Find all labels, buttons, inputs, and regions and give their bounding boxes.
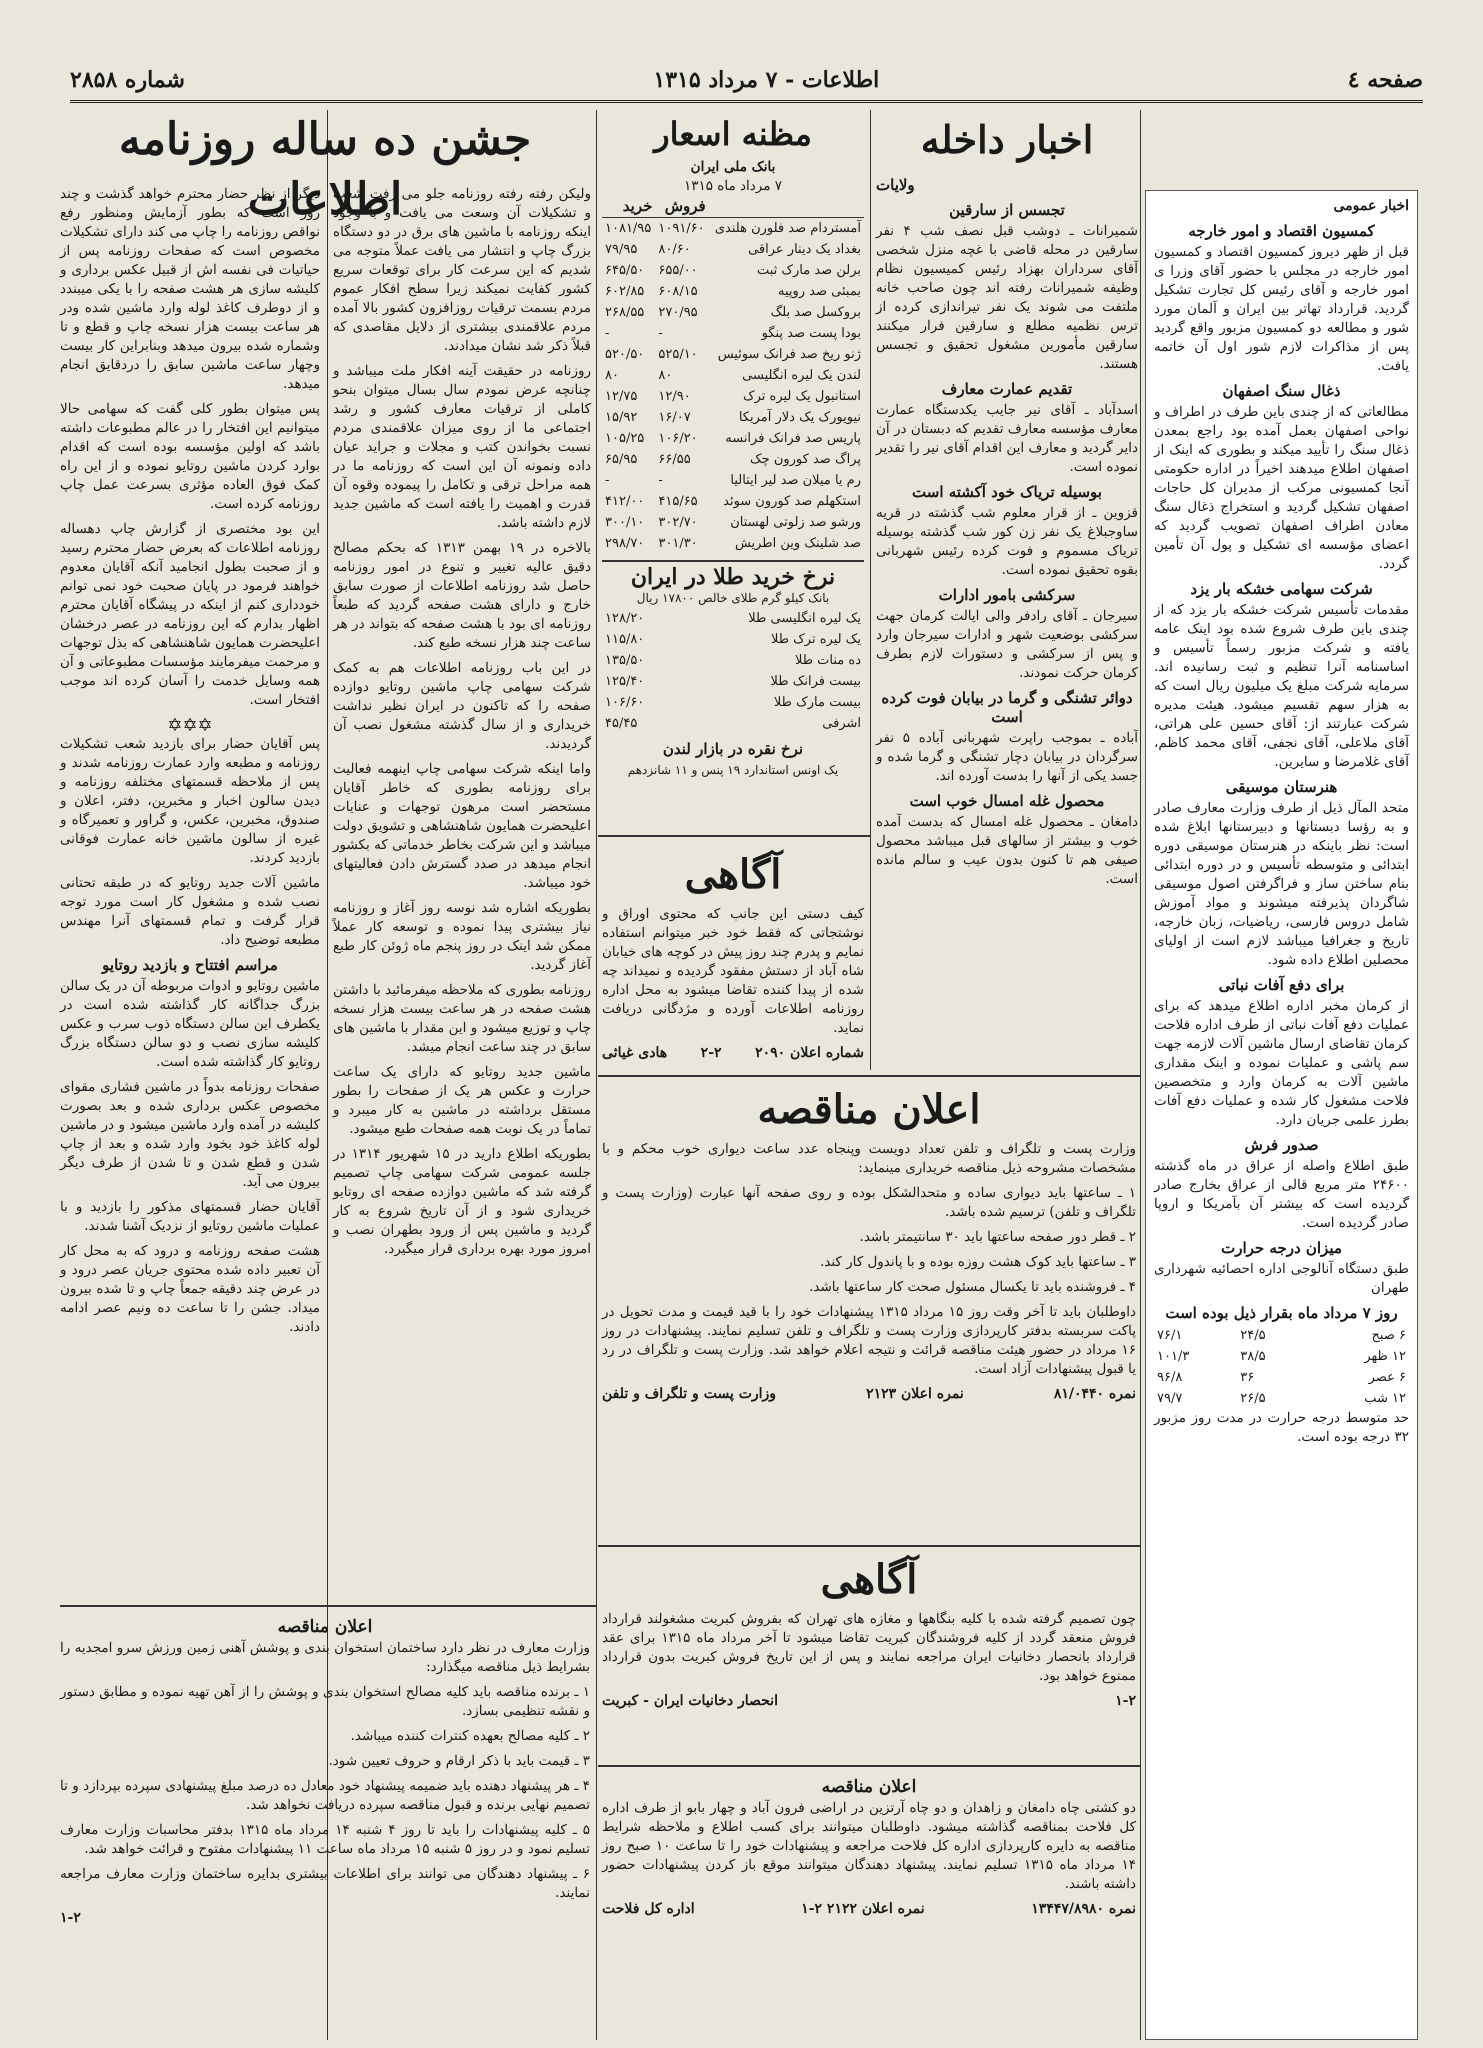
news-heading: محصول غله امسال خوب است: [909, 792, 1105, 810]
news-body: سیرجان ـ آقای رادفر والی ایالت کرمان جهت سرکشی بوضعیت شهر و ادارات سیرجان وارد و پس از سرکشی و دستورات لازم بطرف کرمان حرکت نمودند.: [876, 608, 1138, 681]
notice-signature: انحصار دخانیات ایران - کبریت: [602, 1693, 778, 1709]
currency-name: بروکسل صد بلگ: [770, 305, 861, 320]
gold-name: یک لیره انگلیسی طلا: [748, 611, 861, 626]
section-divider: [598, 1545, 1140, 1547]
currency-row: [602, 449, 864, 470]
gold-value: ۱۱۵/۸۰: [605, 632, 645, 647]
side-body: از کرمان مخبر اداره اطلاع میدهد که برای عملیات دفع آفات نباتی از طرف اداره فلاحت کرمان تقاضای ارسال ماشین آلات لازمه جهت سم پاشی و عملیات نموده و اینک مقداری ماشین آلات به کرمان وارد و متخصصین فلاحت مشغول کار شده و عملیات دفع آفات بطرز علمی جریان دارد.: [1154, 998, 1409, 1128]
gold-row: [602, 671, 864, 692]
paragraph: پس میتوان بطور کلی گفت که سهامی حالا میتوانیم این افتخار را در عالم مطبوعات داشته باشد که اولین مؤسسه بوده است که اقدام بوارد کردن ماشین روتایو نموده و از این راه کمک فوق العاده مؤثری بسرعت عمل چاپ روزنامه کرده است.: [60, 401, 320, 512]
currency-name: صد شلینک وین اطریش: [734, 536, 861, 551]
tender-title: اعلان مناقصه: [757, 1086, 981, 1133]
col-sell: فروش: [655, 196, 708, 218]
currency-row: [602, 281, 864, 302]
news-body: قزوین ـ از قرار معلوم شب گذشته در قریه ساوجبلاغ یک نفر زن کور شب گذشته بوسیله تریاک مسموم و فوت کرده رئیس شهربانی بقوه تحقیق نموده است.: [876, 505, 1138, 578]
currency-row: [602, 302, 864, 323]
temp-f: ۷۹/۷: [1157, 1391, 1183, 1406]
currency-sell: -: [658, 473, 663, 488]
currency-sell: ۱۲/۹۰: [658, 389, 691, 404]
paragraph: دو کشتی چاه دامغان و زاهدان و دو چاه آرتزین در اراضی فرون آباد و چهار بابو از طرف اداره کل فلاحت بمناقصه گذاشته میشود. داوطلبان میتوانند برای کسب اطلاع و ملاحظه شرایط مناقصه به دایره کارپردازی اداره کل فلاحت مراجعه و پیشنهادات خود را تا ساعت ۱۰ صبح روز ۱۴ مرداد ماه ۱۳۱۵ تسلیم نمایند. پیشنهاد دهندگان میتوانند موقع باز کردن پیشنهادات حضور داشته باشند.: [602, 1800, 1136, 1892]
currency-row: [602, 218, 864, 240]
notice-footer-mid: ۲-۲: [700, 1045, 722, 1061]
gold-name: بیست مارک طلا: [773, 695, 861, 710]
notice-footer-number: شماره اعلان ۲۰۹۰: [755, 1045, 864, 1061]
currency-sell: -: [658, 326, 663, 341]
paragraph: وزارت معارف در نظر دارد ساختمان استخوان بندی و پوشش آهنی زمین ورزش سرو امجدیه را بشرایط ذیل مناقصه میگذارد:: [60, 1640, 590, 1675]
currency-sell: ۱۰۶/۲۰: [658, 431, 698, 446]
news-heading: سرکشی بامور ادارات: [938, 586, 1076, 604]
currency-buy: -: [605, 326, 610, 341]
temp-hour: ۶ عصر: [1368, 1370, 1406, 1385]
currency-row: [602, 344, 864, 365]
column-divider: [1140, 110, 1141, 2040]
notice-footer: ۱-۲: [60, 1910, 81, 1926]
paragraph: روزنامه بطوری که ملاحظه میفرمائید با داشتن هشت صفحه در هر ساعت بیست هزار نسخه چاپ و توزیع میشود و این مقدار با ماشین های سابق در چند ساعت انجام میشد.: [333, 982, 591, 1055]
side-heading: میزان درجه حرارت: [1221, 1239, 1342, 1257]
notice-signature: هادی غیاثی: [602, 1045, 668, 1061]
notice-title: آگاهی: [684, 851, 782, 898]
paragraph: ماشین آلات جدید روتایو که در طبقه تحتانی نصب شده و مشغول کار است مورد توجه قرار گرفت و تمام قسمتهای آنرا مهندس مطبعه توضیح داد.: [60, 875, 320, 948]
news-body: دامغان ـ محصول غله امسال که بدست آمده خوب و بیشتر از سالهای قبل میباشد محصول صیفی هم تا کنون بدون عیب و سالم مانده است.: [876, 814, 1138, 887]
currency-buy: ۲۹۸/۷۰: [605, 536, 645, 551]
currency-sell: ۲۷۰/۹۵: [658, 305, 698, 320]
side-heading: کمسیون اقتصاد و امور خارجه: [1188, 222, 1375, 240]
paragraph: ۴ ـ هر پیشنهاد دهنده باید ضمیمه پیشنهاد خود معادل ده درصد مبلغ پیشنهادی سپرده بپردازد و تا تصمیم نهایی برنده و قبول مناقصه سپرده دریافت نخواهد شد.: [60, 1778, 590, 1813]
issue-number: شماره ۲۸۵۸: [70, 67, 185, 93]
currency-buy: ۴۱۲/۰۰: [605, 494, 645, 509]
currency-sell: ۳۰۲/۷۰: [658, 515, 698, 530]
news-heading: بوسیله تریاک خود آکشته است: [912, 483, 1102, 501]
paragraph: وزارت پست و تلگراف و تلفن تعداد دویست وپنجاه عدد ساعت دیواری خوب محکم و با مشخصات مشروحه ذیل مناقصه خریداری مینماید:: [602, 1141, 1136, 1176]
paragraph: چون تصمیم گرفته شده با کلیه بنگاهها و مغازه های تهران که بفروش کبریت مشغولند قرارداد فروش منعقد گردد از کلیه فروشندگان کبریت تقاضا میشود تا آخر مرداد ماه ۱۳۱۵ برای عقد قرارداد بانحصار دخانیات ایران مراجعه نمایند و پس از این تاریخ فروش کبریت بدون قرارداد ممنوع خواهد بود.: [602, 1611, 1136, 1684]
currency-buy: ۶۰۲/۸۵: [605, 284, 645, 299]
left-article-title-box: [60, 110, 590, 225]
masthead-date: اطلاعات - ٧ مرداد ۱۳۱۵: [653, 67, 880, 93]
paragraph: ۱ ـ ساعتها باید دیواری ساده و متحدالشکل بوده و روی صفحه آنها عبارت (وزارت پست و تلگراف و تلفن) ترسیم شده باشد.: [602, 1185, 1136, 1220]
news-heading: تقدیم عمارت معارف: [941, 380, 1073, 398]
temp-row: [1154, 1367, 1409, 1388]
gold-table: [602, 608, 864, 734]
paragraph: ۱ ـ برنده مناقصه باید کلیه مصالح استخوان بندی و پوشش را از آهن تهیه نموده و مطابق دستور و نقشه تنظیمی بسازد.: [60, 1684, 590, 1719]
temp-row: [1154, 1346, 1409, 1367]
paragraph: ۲ ـ قطر دور صفحه ساعتها باید ۳۰ سانتیمتر باشد.: [859, 1229, 1136, 1245]
news-heading: تجسس از سارقین: [949, 201, 1065, 219]
notice-footer-number: نمره ۸۱/۰۴۴۰: [1053, 1386, 1136, 1402]
side-body: طبق اطلاع واصله از عراق در ماه گذشته ۲۴۶۰۰ متر مربع قالی از عراق بخارج صادر گردیده است که بیشتر آن بآمریکا و اروپا صادر گردیده است.: [1154, 1158, 1409, 1231]
side-body: مطالعاتی که از چندی باین طرف در اطراف و نواحی اصفهان بعمل آمده بود راجع بمعدن ذغال سنگ را تأیید میکند و بطوری که اینک از اصفهان اطلاع میدهند اخیراً در اداره حکومتی آنجا کمسیونی مرکب از مدیران کل حاجات اصفهان تشکیل گردید و استخراج ذغال سنگ معادن اطراف اصفهان تصویب گردید که اعضای مؤسسه ای تشکیل و پول آن تأمین گردد.: [1154, 404, 1409, 572]
notice-signature: وزارت پست و تلگراف و تلفن: [602, 1386, 777, 1402]
currency-row: [602, 491, 864, 512]
temp-f: ۷۶/۱: [1157, 1328, 1183, 1343]
gold-note: بانک کیلو گرم طلای خالص ۱۷۸۰۰ ریال: [636, 591, 830, 605]
side-heading: شرکت سهامی خشکه بار یزد: [1190, 580, 1373, 598]
paragraph: در این باب روزنامه اطلاعات هم به کمک شرکت سهامی چاپ ماشین روتایو دوازده صفحه را که تاکنون در ایران نظیر نداشت خریداری و از سال گذشته مشغول نصب آن گردیدند.: [333, 660, 591, 752]
temp-row: [1154, 1325, 1409, 1346]
news-body: شمیرانات ـ دوشب قبل نصف شب ۴ نفر سارقین در محله قاضی با غچه منزل شخصی آقای سرداران بهزاد رئیس کمیسیون نظام وظیفه شمیرانات رفته اند چون صاحب خانه ملتفت می شوند یک نفر تیراندازی کرده از ترس نظمیه مطلع و سارقین فرار میکنند سارقین مأمورین مشغول تحقیق و تجسس هستند.: [876, 223, 1138, 372]
tender-title: اعلان مناقصه: [277, 1617, 373, 1637]
temp-c: ۲۴/۵: [1240, 1328, 1266, 1343]
paragraph: صفحات روزنامه بدواً در ماشین فشاری مقوای مخصوص عکس برداری شده و بعد بصورت کلیشه در آمده وارد ماشین میشود و در ماشین لوله کاغذ خود بخود وارد شده و بعد از چاپ شدن و قطع شدن و تا شدن از طرف دیگر بیرون می آید.: [60, 1079, 320, 1190]
currency-row: [602, 323, 864, 344]
paragraph: ۲ ـ کلیه مصالح بعهده کنترات کننده میباشد.: [350, 1728, 590, 1744]
currency-buy: ۱۰۵/۲۵: [605, 431, 645, 446]
news-body: آباده ـ بموجب راپرت شهربانی آباده ۵ نفر سرگردان در بیابان دچار تشنگی و گرما شده و جسد یکی از آنها را بدست آورده اند.: [876, 730, 1138, 784]
tender-notice-agriculture: [602, 1772, 1136, 2032]
currency-row: [602, 512, 864, 533]
star-separator: ✡✡✡: [167, 715, 213, 736]
temp-c: ۲۶/۵: [1240, 1391, 1266, 1406]
notice-agahi-2: [602, 1550, 1136, 1760]
currency-buy: ۶۵/۹۵: [605, 452, 638, 467]
currency-buy: ۱۵/۹۲: [605, 410, 638, 425]
currency-subtitle: بانک ملی ایران: [690, 159, 776, 175]
currency-buy: ۱۲/۷۵: [605, 389, 638, 404]
news-heading: دوائر تشنگی و گرما در بیابان فوت کرده است: [881, 689, 1133, 726]
internal-news-title: اخبار داخله: [920, 117, 1094, 162]
gold-row: [602, 713, 864, 734]
news-body: اسدآباد ـ آقای نیر جایب یکدستگاه عمارت معارف مؤسسه معارف تقدیم که دبستان در آن دایر گردید و معارف این اقدام آقای نیر را تقدیر نموده است.: [876, 402, 1138, 475]
side-heading: صدور فرش: [1244, 1136, 1319, 1154]
paragraph: آقایان حضار قسمتهای مذکور را بازدید و با عملیات ماشین روتایو از نزدیک آشنا شدند.: [60, 1199, 320, 1234]
currency-sell: ۳۰۱/۳۰: [658, 536, 698, 551]
left-article-title: جشن ده ساله روزنامه اطلاعات: [118, 114, 532, 225]
currency-buy: ۵۲۰/۵۰: [605, 347, 645, 362]
currency-row: [602, 260, 864, 281]
notice-signature: اداره کل فلاحت: [602, 1901, 695, 1917]
sub-heading: مراسم افتتاح و بازدید روتایو: [102, 956, 278, 974]
currency-name: آمستردام صد فلورن هلندی: [714, 221, 861, 236]
currency-buy: ۶۴۵/۵۰: [605, 263, 645, 278]
gold-name: یک لیره ترک طلا: [770, 632, 861, 647]
paragraph: بالاخره در ۱۹ بهمن ۱۳۱۳ که بحکم مصالح دقیق عالیه تغییر و تنوع در امور روزنامه حاصل شد روزنامه اطلاعات از صورت سابق خارج و دارای هشت صفحه گردید که طبعاً روزنامه ای بود با هشت صفحه که بتواند در هر ساعت چند هزار نسخه طبع کند.: [333, 540, 591, 651]
paragraph: دیگر از نظر حضار محترم خواهد گذشت و چند روز است که بطور آزمایش ومنظور رفع نواقص روزنامه را چاپ می کند دارای تشکیلات مخصوص است که صفحات روزنامه پس از حیاتیات فی نفسه اش از قبیل عکس برداری و کلیشه سازی هر هشت صفحه را با یکی میبندد و از دوطرف کاغذ لوله وارد ماشین شده ودر هر ساعت بیست هزار نسخه چاپ و قطع و تا وشماره شده بیرون میدهد وبنابراین کار بیست وچهار ساعت ماشین سابق را دردقایق انجام میدهد.: [60, 186, 320, 392]
left-article-col2: [333, 185, 591, 1600]
column-divider: [870, 110, 871, 1070]
paragraph: کیف دستی این جانب که محتوی اوراق و نوشتجاتی که فقط خود خبر میتوانم استفاده نمایم و پدرم چند روز پیش در کوچه های خیابان شاه آباد از دستش مفقود گردیده و نمیداند چه شده از پیدا کننده تقاضا میشود به محل اداره روزنامه اطلاعات آورده و مژدگانی دریافت نماید.: [602, 906, 864, 1036]
currency-sell: ۴۱۵/۶۵: [658, 494, 698, 509]
currency-name: ژنو ریخ صد فرانک سوئیس: [717, 347, 861, 362]
paragraph: بطوریکه اشاره شد نوسه روز آغاز و روزنامه نیاز بیشتری پیدا نموده و توسعه کار عملاً ممکن شد اینک در روز پنجم ماه ژوئن کار طبع آغاز گردید.: [333, 900, 591, 973]
general-news-box: [1145, 190, 1418, 2040]
page-number: صفحه ٤: [1347, 67, 1423, 93]
section-divider: [598, 835, 870, 837]
side-body: قبل از ظهر دیروز کمسیون اقتصاد و کمسیون امور خارجه در مجلس با حضور آقای وزرا ی امور خارجه و آقای رئیس کل تجارت تشکیل گردید. قرارداد تهاتر بین ایران و آلمان مورد شور و مطالعه دو کمسیون مزبور واقع گردید پس از مذاکرات لازم شور اول آن خاتمه یافت.: [1154, 244, 1409, 374]
currency-name: پراگ صد کورون چک: [750, 452, 861, 467]
paragraph: ۳ ـ ساعتها باید کوک هشت روزه بوده و با پاندول کار کند.: [819, 1254, 1136, 1270]
currency-buy: ۸۰: [605, 368, 619, 383]
paragraph: داوطلبان باید تا آخر وقت روز ۱۵ مرداد ۱۳۱۵ پیشنهادات خود را با قید قیمت و مدت تحویل در پاکت سربسته بدفتر کارپردازی وزارت پست و تلگراف و تلفن تسلیم نمایند. پیشنهادات در روز ۱۶ مرداد در حضور هیئت مناقصه قرائت و نتیجه اعلام خواهد شد. وزارت پست و تلگراف در رد یا قبول پیشنهادات آزاد است.: [602, 1304, 1136, 1377]
paragraph: ولیکن رفته رفته روزنامه جلو می رفت شعب و تشکیلات آن وسعت می یافت و با وجود اینکه روزنامه با ماشین های برق در دو دستگاه بزرگ چاپ و انتشار می یافت عملاً متوجه می شدیم که این سرعت کار برای توقعات سریع کشور کفایت نمیکند زیرا سطح افکار عموم مردم بسمت ترقیات روزافزون کشور بالا آمده مردم علاقمندی بیشتری از دلایل مقاصدی که قبلاً ذکر شد نشان میدادند.: [333, 186, 591, 354]
currency-buy: ۳۰۰/۱۰: [605, 515, 645, 530]
paragraph: ۳ ـ قیمت باید با ذکر ارقام و حروف تعیین شود.: [328, 1753, 590, 1769]
tender-title: اعلان مناقصه: [821, 1777, 917, 1797]
currency-sell: ۱۶/۰۷: [658, 410, 691, 425]
currency-row: [602, 533, 864, 554]
gold-row: [602, 608, 864, 629]
currency-buy: ۱۰۸۱/۹۵: [605, 221, 652, 236]
gold-row: [602, 650, 864, 671]
gold-value: ۱۳۵/۵۰: [605, 653, 645, 668]
gold-row: [602, 629, 864, 650]
currency-name: بمبئی صد روپیه: [777, 284, 861, 299]
temp-c: ۳۸/۵: [1240, 1349, 1266, 1364]
paragraph: واما اینکه شرکت سهامی چاپ اینهمه فعالیت برای روزنامه بطوری که خاطر آقایان مستحضر است مرهون توجهات و عنایات اعلیحضرت همایون شاهنشاهی و تشویق دولت میباشد و این شرکت بخاطر خدماتی که بکشور انجام میدهد در صدد گسترش دادن فعالیتهای خود میباشد.: [333, 761, 591, 891]
side-heading: هنرستان موسیقی: [1225, 778, 1338, 796]
paragraph: این بود مختصری از گزارش چاپ دهساله روزنامه اطلاعات که بعرض حضار محترم رسید و از صحبت بطول انجامید آنکه آقایان معدوم خواهند فرمود در پایان صحبت خود نمی توانم خودداری کنم از اینکه در پیشگاه آقایان محترم اظهار بدارم که این روزنامه در عصر درخشان اعلیحضرت همایون شاهنشاهی که بذل توجهات و مرحمت میفرمایند مؤسسات مطبوعاتی و آن همه وسایل خدمت را آسان کرده اند موجب افتخار است.: [60, 521, 320, 708]
paragraph: بطوریکه اطلاع دارید در ۱۵ شهریور ۱۳۱۴ در جلسه عمومی شرکت سهامی چاپ تصمیم گرفته شد که ماشین دوازده صفحه ای روتایو خریداری شود و از آن تاریخ شروع به کار گردید و ماشین پس از ورود بطهران نصب و امروز مورد بهره برداری قرار میگیرد.: [333, 1146, 591, 1257]
currency-name: ورشو صد زلوتی لهستان: [730, 515, 861, 530]
currency-sell: ۶۶/۵۵: [658, 452, 691, 467]
currency-name: نیویورک یک دلار آمریکا: [738, 410, 861, 425]
gold-value: ۱۲۸/۲۰: [605, 611, 645, 626]
side-heading: برای دفع آفات نباتی: [1218, 976, 1345, 994]
currency-name: رم یا میلان صد لیر ایتالیا: [730, 473, 861, 488]
tender-notice-post: [602, 1080, 1136, 1540]
notice-footer-mid: نمره اعلان ۲۱۲۲ ۲-۱: [801, 1901, 925, 1917]
currency-sell: ۱۰۹۱/۶۰: [658, 221, 705, 236]
notice-footer-number: نمره ۱۳۴۴۷/۸۹۸۰: [1031, 1901, 1136, 1917]
currency-row: [602, 365, 864, 386]
section-label: ولایات: [876, 176, 915, 194]
currency-title: مظنه اسعار: [654, 115, 812, 153]
gold-name: بیست فرانک طلا: [770, 674, 861, 689]
column-divider: [596, 110, 597, 2040]
temp-c: ۳۶: [1240, 1370, 1255, 1385]
currency-name: برلن صد مارک ثبت: [756, 263, 861, 278]
temp-f: ۱۰۱/۳: [1157, 1349, 1190, 1364]
currency-name: بودا پست صد پنگو: [761, 326, 861, 341]
gold-name: اشرفی: [822, 716, 861, 731]
currency-table: [602, 196, 864, 554]
paragraph: پس آقایان حضار برای بازدید شعب تشکیلات روزنامه و مطبعه وارد عمارت روزنامه شدند و پس از ملاحظه قسمتهای مختلفه روزنامه و دیدن سالون اخبار و مخبرین، دفتر، اعلان و صندوق، مخبرین، عکس، و گراور و تعمیرگاه و غیره از سالون ماشین خانه عمارت فوقانی بازدید کردند.: [60, 736, 320, 866]
notice-title: آگاهی: [820, 1556, 918, 1603]
temp-hour: ۶ صبح: [1371, 1328, 1406, 1343]
side-body: طبق دستگاه آنالوجی اداره احصائیه شهرداری طهران: [1154, 1261, 1409, 1296]
temp-hour: ۱۲ ظهر: [1364, 1349, 1406, 1364]
side-body: متحد المآل ذیل از طرف وزارت معارف صادر و به رؤسا دبستانها و دبیرستانها ابلاغ شده است: نظر باینکه در هنرستان موسیقی دوره ابتدائی و متوسطه تأسیس و در دوره ابتدائی بنام ساختن ساز و فراگرفتن اصول موسیقی شاگردان پذیرفته میشوند و مواد آموزش شامل دروس فارسی، ریاضیات، زبان خارجه، تاریخ و جغرافیا میباشد لازم است از اولیای محصلین اطلاع داده شود.: [1154, 800, 1409, 968]
paragraph: ۴ ـ فروشنده باید تا یکسال مسئول صحت کار ساعتها باشد.: [809, 1279, 1136, 1295]
currency-row: [602, 470, 864, 491]
temp-row: [1154, 1388, 1409, 1409]
gold-name: ده منات طلا: [794, 653, 861, 668]
section-divider: [598, 1765, 1140, 1767]
currency-name: لندن یک لیره انگلیسی: [742, 368, 861, 383]
currency-name: استکهلم صد کورون سوئد: [723, 494, 861, 509]
temp-title: روز ۷ مرداد ماه بقرار ذیل بوده است: [1165, 1304, 1398, 1322]
currency-row: [602, 239, 864, 260]
side-heading: ذغال سنگ اصفهان: [1222, 382, 1341, 400]
currency-date: ۷ مرداد ماه ۱۳۱۵: [683, 178, 783, 194]
gold-title: نرخ خرید طلا در ایران: [630, 564, 836, 590]
currency-name: استانبول یک لیره ترک: [742, 389, 861, 404]
gold-value: ۱۰۶/۶۰: [605, 695, 645, 710]
currency-rates: [602, 110, 864, 830]
left-article-col1: [60, 185, 320, 1600]
currency-sell: ۸۰: [658, 368, 673, 383]
gold-value: ۱۲۵/۴۰: [605, 674, 645, 689]
temp-hour: ۱۲ شب: [1364, 1391, 1406, 1406]
side-body: مقدمات تأسیس شرکت خشکه بار یزد که از چندی باین طرف شروع شده بود اینک عامه یافته و شرکت مزبور رسماً تأسیس و اساسنامه آنرا تنظیم و ثبت رسانیده اند. سرمایه شرکت مبلغ یک میلیون ریال است که به هزار سهم تقسیم میشود. هیئت مدیره شرکت عبارتند از: آقای حسین علی هراتی، آقای ملاعلی، آقای نجفی، آقای محمد کاظم، آقای غلامرضا و سایرین.: [1154, 602, 1409, 770]
internal-news: [876, 110, 1138, 1070]
currency-sell: ۵۲۵/۱۰: [658, 347, 698, 362]
currency-sell: ۶۵۵/۰۰: [658, 263, 698, 278]
currency-buy: -: [605, 473, 610, 488]
notice-footer-mid: ۱-۲: [1115, 1693, 1136, 1709]
section-divider: [60, 1605, 596, 1607]
currency-row: [602, 386, 864, 407]
col-buy: خرید: [602, 196, 655, 218]
paragraph: روزنامه در حقیقت آینه افکار ملت میباشد و چنانچه عرض نمودم سال بسال میتوان بنحو کاملی از ترقیات معارف کشور و رشد اجتماعی ما از روی میزان علاقمندی مردم نسبت بخواندن کتب و مجلات و جراید عیان داده ونمونه آن این است که روزنامه ما در همه مراحل ترقی و تکامل را پیموده وقوه آن قدرت و اهمیت را یافته است که ماشین جدید لازم داشته باشد.: [333, 363, 591, 531]
tender-notice-education: [60, 1612, 590, 2032]
currency-row: [602, 407, 864, 428]
paragraph: ماشین جدید روتایو که دارای یک ساعت حرارت و عکس هر یک از صفحات را بطور مستقل برداشته در ماشین به کار میبرد و تماماً در یک نوبت همه صفحات طبع میشود.: [333, 1064, 591, 1137]
paragraph: ماشین روتایو و ادوات مربوطه آن در یک سالن بزرگ جداگانه کار گذاشته شده است در یکطرف این سالن دستگاه ذوب سرب و عکس کلیشه سازی نصب و دو سالن دستگاه بزرگ روتایو کار گذاشته شده است.: [60, 978, 320, 1070]
silver-note: یک اونس استاندارد ۱۹ پنس و ۱۱ شانزدهم: [627, 763, 839, 777]
notice-footer-mid: نمره اعلان ۲۱۲۳: [866, 1386, 964, 1402]
page-header: [70, 60, 1423, 103]
temperature-table: [1154, 1325, 1409, 1409]
paragraph: هشت صفحه روزنامه و درود که به محل کار آن تعبیر داده شده محتوی جریان عصر درود و در عرض چند دقیقه جمعاً چاپ و تا شده بیرون میداد. جشن را تا ساعت ده ونیم عصر ادامه دادند.: [60, 1243, 320, 1335]
currency-name: بغداد یک دینار عراقی: [748, 242, 861, 257]
currency-buy: ۷۹/۹۵: [605, 242, 638, 257]
temp-note: حد متوسط درجه حرارت در مدت روز مزبور ۳۲ درجه بوده است.: [1154, 1410, 1409, 1445]
silver-title: نرخ نقره در بازار لندن: [662, 740, 804, 758]
currency-sell: ۶۰۸/۱۵: [658, 284, 698, 299]
temp-f: ۹۶/۸: [1157, 1370, 1183, 1385]
gold-value: ۴۵/۴۵: [605, 716, 638, 731]
currency-row: [602, 428, 864, 449]
section-divider: [598, 1075, 1140, 1077]
paragraph: ۶ ـ پیشنهاد دهندگان می توانند برای اطلاعات بیشتری بدایره ساختمان وزارت معارف مراجعه نمایند.: [60, 1866, 590, 1901]
gold-row: [602, 692, 864, 713]
currency-buy: ۲۶۸/۵۵: [605, 305, 645, 320]
notice-agahi-1: [602, 845, 864, 1065]
currency-name: پاریس صد فرانک فرانسه: [725, 431, 861, 446]
section-tag: اخبار عمومی: [1333, 198, 1409, 214]
paragraph: ۵ ـ کلیه پیشنهادات را باید تا روز ۴ شنبه ۱۴ مرداد ماه ۱۳۱۵ بدفتر محاسبات وزارت معارف تسلیم نمود و در روز ۵ شنبه ۱۵ مرداد ماه ساعت ۱۱ پیشنهادات مفتوح و قرائت خواهد شد.: [60, 1822, 591, 1857]
currency-sell: ۸۰/۶۰: [658, 242, 691, 257]
